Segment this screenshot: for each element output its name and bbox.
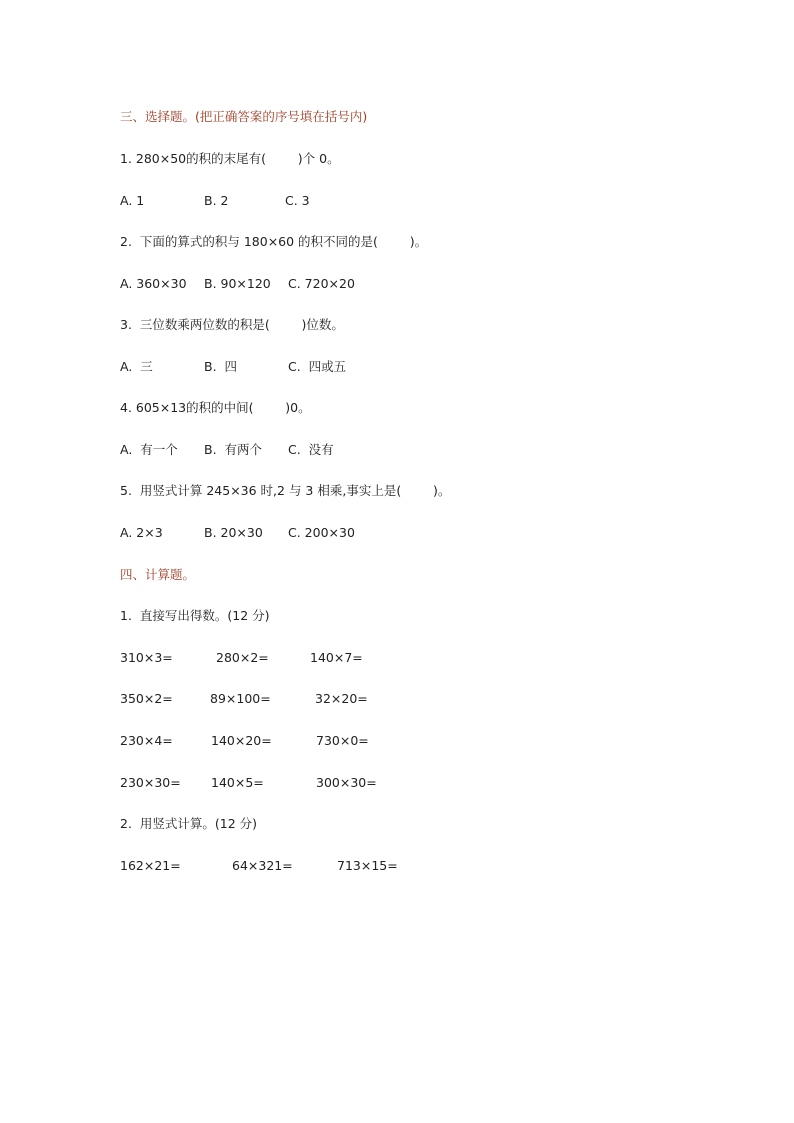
- calc-item: 310×3=: [120, 650, 173, 665]
- calc-item: 32×20=: [315, 691, 368, 706]
- option-a: A. 三: [120, 359, 153, 374]
- option-c: C. 720×20: [288, 276, 355, 291]
- calc-item: 280×2=: [216, 650, 269, 665]
- question-1-options: [0, 193, 794, 209]
- question-3-options: [0, 359, 794, 375]
- option-c: C. 没有: [288, 442, 334, 457]
- option-c: C. 四或五: [288, 359, 347, 374]
- question-4-stem: 4. 605×13的积的中间( )0。: [120, 400, 311, 415]
- option-c: C. 200×30: [288, 525, 355, 540]
- section-heading-choice: 三、选择题。(把正确答案的序号填在括号内): [120, 109, 368, 124]
- calc-item: 713×15=: [337, 858, 398, 873]
- option-b: B. 2: [204, 193, 229, 208]
- option-b: B. 20×30: [204, 525, 263, 540]
- option-b: B. 90×120: [204, 276, 271, 291]
- option-c: C. 3: [285, 193, 310, 208]
- option-b: B. 四: [204, 359, 237, 374]
- question-5-stem: 5. 用竖式计算 245×36 时,2 与 3 相乘,事实上是( )。: [120, 483, 451, 498]
- calc-row: [0, 650, 794, 666]
- calc-row: [0, 691, 794, 707]
- question-3-stem: 3. 三位数乘两位数的积是( )位数。: [120, 317, 344, 332]
- calc-item: 140×5=: [211, 775, 264, 790]
- question-1-stem: 1. 280×50的积的末尾有( )个 0。: [120, 151, 340, 166]
- calc-row: [0, 733, 794, 749]
- option-a: A. 2×3: [120, 525, 163, 540]
- part-1-title: 1. 直接写出得数。(12 分): [120, 608, 270, 623]
- calc-item: 162×21=: [120, 858, 181, 873]
- vertical-calc-row: [0, 858, 794, 874]
- calc-item: 89×100=: [210, 691, 271, 706]
- calc-item: 730×0=: [316, 733, 369, 748]
- calc-item: 300×30=: [316, 775, 377, 790]
- question-2-options: [0, 276, 794, 292]
- calc-item: 350×2=: [120, 691, 173, 706]
- question-5-options: [0, 525, 794, 541]
- question-4-options: [0, 442, 794, 458]
- calc-item: 140×7=: [310, 650, 363, 665]
- question-2-stem: 2. 下面的算式的积与 180×60 的积不同的是( )。: [120, 234, 428, 249]
- calc-item: 64×321=: [232, 858, 293, 873]
- option-a: A. 1: [120, 193, 145, 208]
- calc-item: 140×20=: [211, 733, 272, 748]
- option-a: A. 有一个: [120, 442, 178, 457]
- section-heading-calculation: 四、计算题。: [120, 567, 196, 582]
- calc-item: 230×4=: [120, 733, 173, 748]
- option-b: B. 有两个: [204, 442, 262, 457]
- calc-row: [0, 775, 794, 791]
- option-a: A. 360×30: [120, 276, 187, 291]
- calc-item: 230×30=: [120, 775, 181, 790]
- part-2-title: 2. 用竖式计算。(12 分): [120, 816, 258, 831]
